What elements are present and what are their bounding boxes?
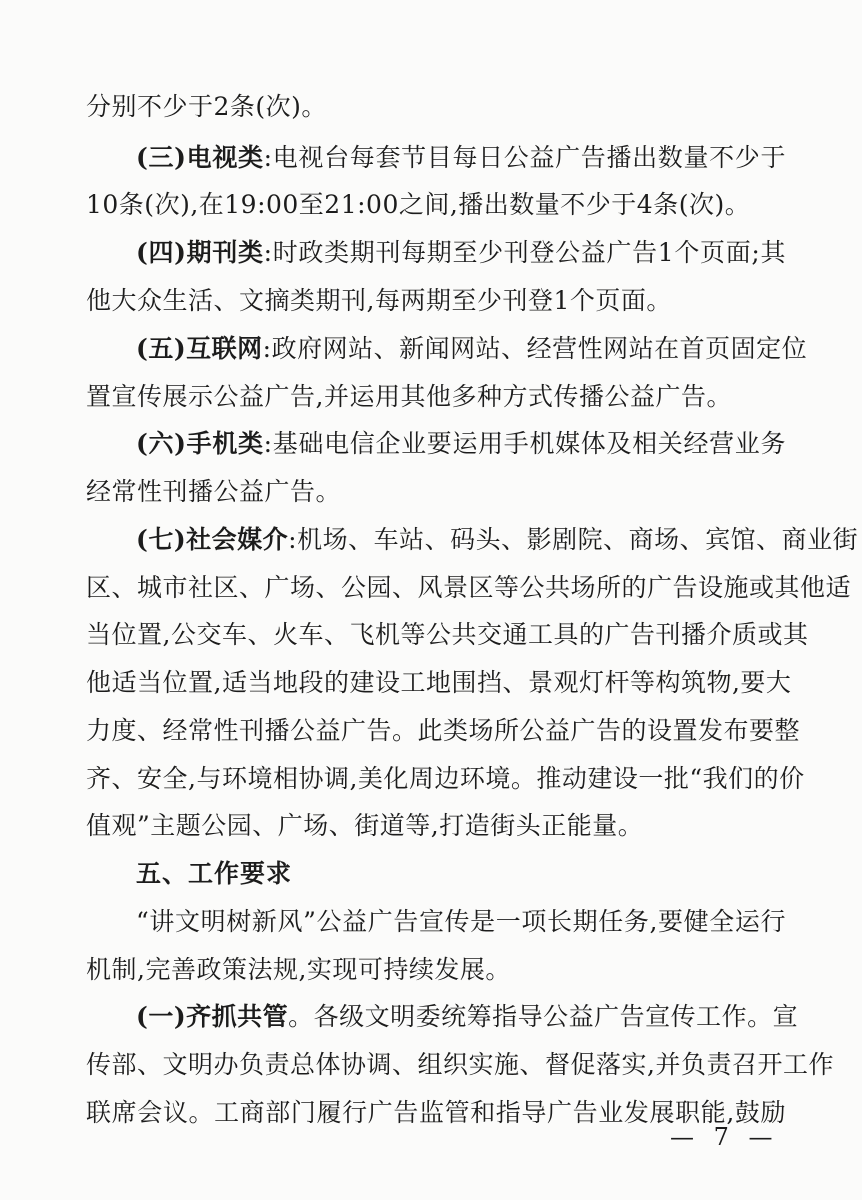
text-line: 力度、经常性刊播公益广告。此类场所公益广告的设置发布要整 [86,716,801,745]
text-line: 他适当位置,适当地段的建设工地围挡、景观灯杆等构筑物,要大 [86,668,792,697]
text-line: (三)电视类:电视台每套节目每日公益广告播出数量不少于 [136,143,786,172]
text-line: (六)手机类:基础电信企业要运用手机媒体及相关经营业务 [136,429,786,458]
text-line: 联席会议。工商部门履行广告监管和指导广告业发展职能,鼓励 [86,1098,786,1127]
text-line: (四)期刊类:时政类期刊每期至少刊登公益广告1个页面;其 [136,238,786,267]
text-line: 传部、文明办负责总体协调、组织实施、督促落实,并负责召开工作 [86,1050,834,1079]
text-line: 区、城市社区、广场、公园、风景区等公共场所的广告设施或其他适 [86,573,852,602]
text-line: 机制,完善政策法规,实现可持续发展。 [86,955,511,984]
text-line: (一)齐抓共管。各级文明委统筹指导公益广告宣传工作。宣 [136,1002,799,1031]
text-line: 齐、安全,与环境相协调,美化周边环境。推动建设一批“我们的价 [86,764,805,793]
text-line: 置宣传展示公益广告,并运用其他多种方式传播公益广告。 [86,382,732,411]
section-heading: 五、工作要求 [136,859,293,888]
text-line: (五)互联网:政府网站、新闻网站、经营性网站在首页固定位 [136,334,808,363]
text-line: 当位置,公交车、火车、飞机等公共交通工具的广告刊播介质或其 [86,620,809,649]
text-line: 经常性刊播公益广告。 [86,477,342,506]
text-line: 值观”主题公园、广场、街道等,打造街头正能量。 [86,811,644,840]
text-line: “讲文明树新风”公益广告宣传是一项长期任务,要健全运行 [136,907,786,936]
text-line: (七)社会媒介:机场、车站、码头、影剧院、商场、宾馆、商业街 [136,525,859,554]
text-line: 10条(次),在19:00至21:00之间,播出数量不少于4条(次)。 [86,190,751,219]
text-line: 分别不少于2条(次)。 [86,92,327,121]
page-number: — 7 — [670,1123,779,1151]
text-line: 他大众生活、文摘类期刊,每两期至少刊登1个页面。 [86,286,672,315]
